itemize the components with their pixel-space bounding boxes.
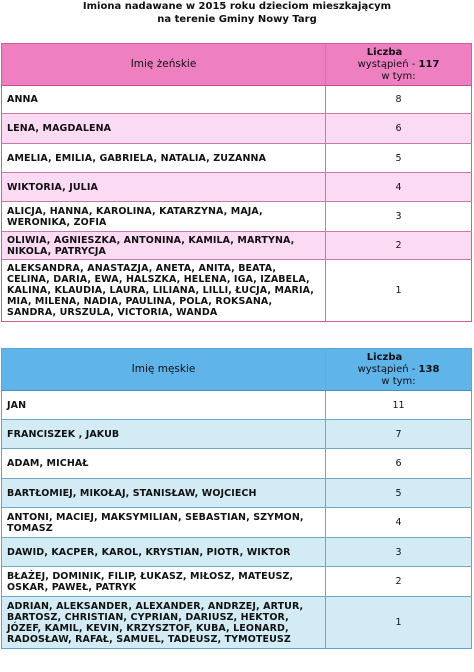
male-row-count: 3: [326, 538, 472, 567]
female-row-count: 4: [326, 173, 472, 202]
female-row: [2, 86, 472, 114]
female-row-count: 2: [326, 232, 472, 260]
female-row-count: 6: [326, 114, 472, 144]
male-header-name: Imię męskie: [2, 349, 326, 391]
male-row: [2, 567, 472, 597]
title-line-2: na terenie Gminy Nowy Targ: [157, 14, 317, 25]
male-row: [2, 449, 472, 479]
male-row-names: BŁAŻEJ, DOMINIK, FILIP, ŁUKASZ, MIŁOSZ, MATEUSZ, OSKAR, PAWEŁ, PATRYK: [2, 567, 326, 597]
male-row-names: FRANCISZEK , JAKUB: [2, 420, 326, 449]
male-row-count: 6: [326, 449, 472, 479]
male-row-names: DAWID, KACPER, KAROL, KRYSTIAN, PIOTR, WIKTOR: [2, 538, 326, 567]
male-row: [2, 479, 472, 508]
male-row: [2, 597, 472, 649]
male-table-header: [2, 349, 472, 391]
female-row-names: ALEKSANDRA, ANASTAZJA, ANETA, ANITA, BEATA, CELINA, DARIA, EWA, HALSZKA, HELENA, IGA, IZABELA, KALINA, KLAUDIA, LAURA, LILIANA, LILLI, ŁUCJA, MARIA, MIA, MILENA, NADIA, PAULINA, POLA, ROKSANA, SANDRA, URSZULA, VICTORIA, WANDA: [2, 260, 326, 322]
female-header-count-text: wystąpień -: [357, 58, 419, 70]
document-title: [0, 0, 474, 26]
male-total: 138: [418, 363, 440, 375]
male-header-count-label: Liczba: [366, 351, 403, 363]
male-row-names: JAN: [2, 391, 326, 420]
male-names-table: [1, 348, 472, 649]
female-row: [2, 232, 472, 260]
male-row-count: 7: [326, 420, 472, 449]
female-header-count: [326, 44, 472, 86]
female-row-names: ALICJA, HANNA, KAROLINA, KATARZYNA, MAJA, WERONIKA, ZOFIA: [2, 202, 326, 232]
female-header-sub: w tym:: [381, 70, 416, 82]
female-table-header: [2, 44, 472, 86]
male-header-count-text: wystąpień -: [357, 363, 419, 375]
female-row-count: 8: [326, 86, 472, 114]
female-total: 117: [418, 58, 440, 70]
male-header-count: [326, 349, 472, 391]
male-row: [2, 538, 472, 567]
female-row-count: 5: [326, 144, 472, 173]
male-row-names: ADAM, MICHAŁ: [2, 449, 326, 479]
male-row-names: ANTONI, MACIEJ, MAKSYMILIAN, SEBASTIAN, SZYMON, TOMASZ: [2, 508, 326, 538]
female-header-name: Imię żeńskie: [2, 44, 326, 86]
female-row-names: ANNA: [2, 86, 326, 114]
female-row: [2, 260, 472, 322]
female-row: [2, 144, 472, 173]
title-line-1: Imiona nadawane w 2015 roku dzieciom mieszkającym: [82, 1, 392, 12]
female-row: [2, 114, 472, 144]
male-row-names: BARTŁOMIEJ, MIKOŁAJ, STANISŁAW, WOJCIECH: [2, 479, 326, 508]
male-row-count: 4: [326, 508, 472, 538]
male-row: [2, 508, 472, 538]
female-row: [2, 202, 472, 232]
female-row-count: 1: [326, 260, 472, 322]
female-row-names: LENA, MAGDALENA: [2, 114, 326, 144]
male-row: [2, 391, 472, 420]
female-names-table: [1, 43, 472, 322]
female-row-names: OLIWIA, AGNIESZKA, ANTONINA, KAMILA, MARTYNA, NIKOLA, PATRYCJA: [2, 232, 326, 260]
male-row-count: 1: [326, 597, 472, 649]
male-row: [2, 420, 472, 449]
female-row: [2, 173, 472, 202]
male-header-sub: w tym:: [381, 375, 416, 387]
female-header-count-label: Liczba: [366, 46, 403, 58]
female-row-names: WIKTORIA, JULIA: [2, 173, 326, 202]
male-row-count: 11: [326, 391, 472, 420]
female-row-count: 3: [326, 202, 472, 232]
male-row-count: 5: [326, 479, 472, 508]
male-row-count: 2: [326, 567, 472, 597]
female-row-names: AMELIA, EMILIA, GABRIELA, NATALIA, ZUZANNA: [2, 144, 326, 173]
male-row-names: ADRIAN, ALEKSANDER, ALEXANDER, ANDRZEJ, ARTUR, BARTOSZ, CHRISTIAN, CYPRIAN, DARIUSZ, HEKTOR, JÓZEF, KAMIL, KEVIN, KRZYSZTOF, KUBA, LEONARD, RADOSŁAW, RAFAŁ, SAMUEL, TADEUSZ, TYMOTEUSZ: [2, 597, 326, 649]
